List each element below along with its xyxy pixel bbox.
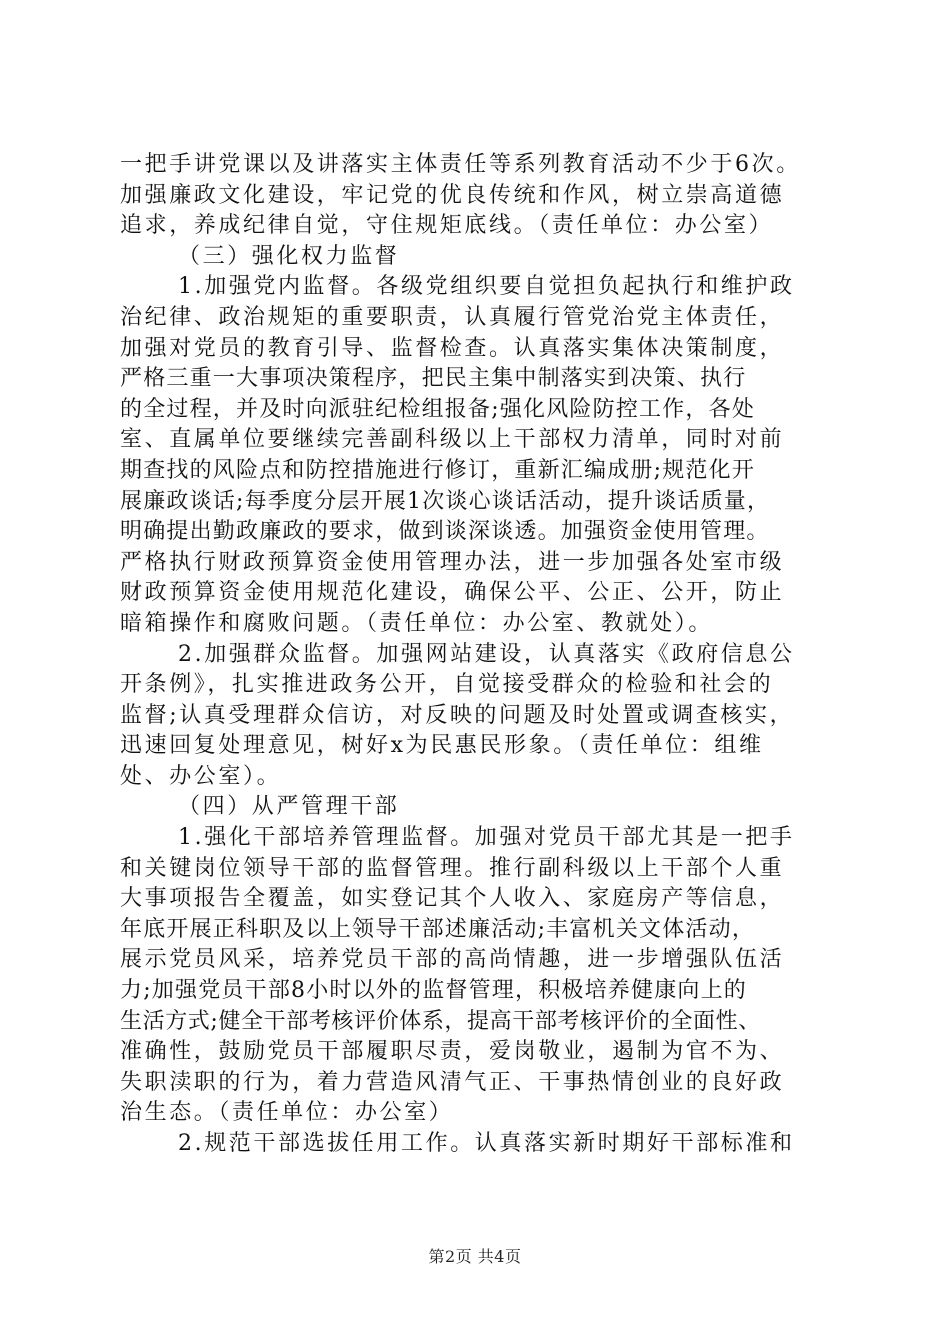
text-line-30: 准确性，鼓励党员干部履职尽责，爱岗敬业，遏制为官不为、 [120,1039,785,1065]
text-line-25: 大事项报告全覆盖，如实登记其个人收入、家庭房产等信息， [120,886,785,912]
text-line-5: 1.加强党内监督。各级党组织要自觉担负起执行和维护政 [178,274,795,300]
text-line-17: 2.加强群众监督。加强网站建设，认真落实《政府信息公 [178,641,795,667]
text-line-15: 财政预算资金使用规范化建设，确保公平、公正、公开，防止 [120,580,785,606]
text-line-33: 2.规范干部选拔任用工作。认真落实新时期好干部标准和 [178,1131,795,1156]
text-line-9: 的全过程，并及时向派驻纪检组报备;强化风险防控工作，各处 [120,396,756,422]
text-line-7: 加强对党员的教育引导、监督检查。认真落实集体决策制度， [120,335,785,361]
text-line-18: 开条例》，扎实推进政务公开，自觉接受群众的检验和社会的 [120,672,774,698]
text-line-3: 追求，养成纪律自觉，守住规矩底线。（责任单位：办公室） [120,213,774,239]
text-line-10: 室、直属单位要继续完善副科级以上干部权力清单，同时对前 [120,427,785,453]
text-line-14: 严格执行财政预算资金使用管理办法，进一步加强各处室市级 [120,549,785,575]
text-line-29: 生活方式;健全干部考核评价体系，提高干部考核评价的全面性、 [120,1008,761,1034]
text-line-24: 和关键岗位领导干部的监督管理。推行副科级以上干部个人重 [120,855,785,881]
text-line-6: 治纪律、政治规矩的重要职责，认真履行管党治党主体责任， [120,304,785,330]
text-line-11: 期查找的风险点和防控措施进行修订，重新汇编成册;规范化开 [120,457,756,483]
text-line-13: 明确提出勤政廉政的要求，做到谈深谈透。加强资金使用管理。 [120,519,770,545]
text-line-16: 暗箱操作和腐败问题。（责任单位：办公室、教就处）。 [120,610,714,636]
text-line-1: 一把手讲党课以及讲落实主体责任等系列教育活动不少于6次。 [120,152,801,177]
page-number-footer: 第2页 共4页 [428,1247,522,1266]
text-line-8: 严格三重一大事项决策程序，把民主集中制落实到决策、执行 [120,366,747,392]
text-line-32: 治生态。（责任单位：办公室） [120,1100,454,1126]
text-line-27: 展示党员风采，培养党员干部的高尚情趣，进一步增强队伍活 [120,947,785,973]
section-heading-4: （四）从严管理干部 [178,794,400,820]
text-line-21: 处、办公室）。 [120,763,282,789]
document-body [120,150,832,1160]
text-line-19: 监督;认真受理群众信访，对反映的问题及时处置或调查核实， [120,702,795,728]
text-line-26: 年底开展正科职及以上领导干部述廉活动;丰富机关文体活动， [120,916,756,942]
section-heading-3: （三）强化权力监督 [178,243,400,269]
text-line-31: 失职渎职的行为，着力营造风清气正、干事热情创业的良好政 [120,1069,785,1095]
text-line-23: 1.强化干部培养管理监督。加强对党员干部尤其是一把手 [178,825,795,851]
text-line-12: 展廉政谈话;每季度分层开展1次谈心谈话活动，提升谈话质量， [120,488,771,514]
text-line-28: 力;加强党员干部8小时以外的监督管理，积极培养健康向上的 [120,978,748,1004]
text-line-20: 迅速回复处理意见，树好x为民惠民形象。（责任单位：组维 [120,733,764,759]
text-line-2: 加强廉政文化建设，牢记党的优良传统和作风，树立崇高道德 [120,182,785,208]
